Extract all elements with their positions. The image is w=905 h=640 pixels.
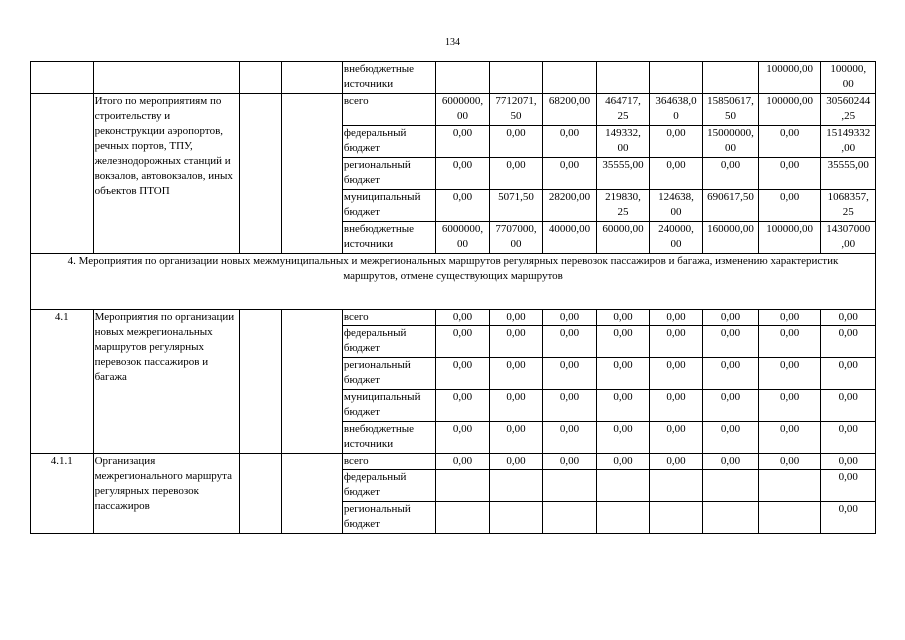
value-cell: 100000, 00 xyxy=(821,62,876,94)
value-cell xyxy=(649,502,703,534)
value-cell: 149332, 00 xyxy=(597,126,649,158)
value-cell xyxy=(435,62,490,94)
value-cell: 100000,00 xyxy=(758,94,821,126)
value-cell: 0,00 xyxy=(703,390,759,422)
value-cell xyxy=(490,502,542,534)
empty-cell xyxy=(239,62,281,94)
value-cell: 0,00 xyxy=(821,454,876,470)
value-cell: 0,00 xyxy=(490,158,542,190)
value-cell: 6000000, 00 xyxy=(435,222,490,254)
value-cell: 160000,00 xyxy=(703,222,759,254)
source-cell: внебюджетные источники xyxy=(342,62,435,94)
value-cell: 0,00 xyxy=(649,326,703,358)
source-cell: всего xyxy=(342,310,435,326)
table-row xyxy=(31,94,876,126)
empty-cell xyxy=(282,310,343,454)
value-cell: 0,00 xyxy=(821,470,876,502)
value-cell: 0,00 xyxy=(542,126,597,158)
source-cell: внебюджетные источники xyxy=(342,422,435,454)
value-cell: 0,00 xyxy=(490,454,542,470)
value-cell xyxy=(597,502,649,534)
value-cell: 0,00 xyxy=(821,358,876,390)
value-cell: 0,00 xyxy=(597,390,649,422)
empty-cell xyxy=(282,454,343,534)
value-cell: 35555,00 xyxy=(597,158,649,190)
value-cell: 0,00 xyxy=(435,390,490,422)
table-row xyxy=(31,454,876,470)
value-cell xyxy=(649,470,703,502)
value-cell: 0,00 xyxy=(758,454,821,470)
code-cell xyxy=(31,62,94,94)
value-cell xyxy=(703,502,759,534)
value-cell: 15850617, 50 xyxy=(703,94,759,126)
value-cell: 0,00 xyxy=(758,126,821,158)
value-cell: 0,00 xyxy=(703,158,759,190)
source-cell: муниципальный бюджет xyxy=(342,190,435,222)
value-cell: 100000,00 xyxy=(758,62,821,94)
value-cell xyxy=(597,62,649,94)
source-cell: региональный бюджет xyxy=(342,158,435,190)
value-cell: 14307000 ,00 xyxy=(821,222,876,254)
source-cell: внебюджетные источники xyxy=(342,222,435,254)
value-cell: 0,00 xyxy=(758,158,821,190)
value-cell xyxy=(490,470,542,502)
code-cell: 4.1 xyxy=(31,310,94,454)
value-cell: 0,00 xyxy=(542,422,597,454)
value-cell xyxy=(435,470,490,502)
value-cell: 0,00 xyxy=(435,454,490,470)
value-cell: 0,00 xyxy=(758,358,821,390)
value-cell: 0,00 xyxy=(435,422,490,454)
value-cell: 0,00 xyxy=(490,358,542,390)
value-cell xyxy=(703,470,759,502)
value-cell: 0,00 xyxy=(597,454,649,470)
value-cell: 0,00 xyxy=(435,310,490,326)
value-cell: 0,00 xyxy=(542,454,597,470)
value-cell xyxy=(490,62,542,94)
value-cell: 0,00 xyxy=(542,358,597,390)
value-cell: 0,00 xyxy=(597,422,649,454)
value-cell: 0,00 xyxy=(542,310,597,326)
value-cell: 0,00 xyxy=(821,390,876,422)
value-cell: 15149332 ,00 xyxy=(821,126,876,158)
value-cell: 0,00 xyxy=(490,422,542,454)
value-cell: 0,00 xyxy=(758,310,821,326)
value-cell: 0,00 xyxy=(490,326,542,358)
value-cell: 124638, 00 xyxy=(649,190,703,222)
value-cell: 0,00 xyxy=(542,326,597,358)
value-cell xyxy=(597,470,649,502)
table-row xyxy=(31,62,876,94)
value-cell: 0,00 xyxy=(703,310,759,326)
value-cell: 0,00 xyxy=(490,126,542,158)
section-title: 4. Мероприятия по организации новых межмуниципальных и межрегиональных маршрутов регулярных перевозок пассажиров и багажа, изменению характеристик маршрутов, отмене существующих маршрутов xyxy=(31,254,876,310)
value-cell: 364638,0 0 xyxy=(649,94,703,126)
source-cell: федеральный бюджет xyxy=(342,470,435,502)
value-cell: 0,00 xyxy=(435,358,490,390)
value-cell: 0,00 xyxy=(649,310,703,326)
group-name: Мероприятия по организации новых межрегиональных маршрутов регулярных перевозок пассажиров и багажа xyxy=(93,310,239,454)
value-cell: 0,00 xyxy=(703,454,759,470)
value-cell: 0,00 xyxy=(649,358,703,390)
group-name: Итого по мероприятиям по строительству и реконструкции аэропортов, речных портов, ТПУ, железнодорожных станций и вокзалов, автовокзалов, иных объектов ПТОП xyxy=(93,94,239,254)
table-row xyxy=(31,254,876,310)
value-cell xyxy=(542,502,597,534)
value-cell: 0,00 xyxy=(435,326,490,358)
value-cell: 1068357, 25 xyxy=(821,190,876,222)
value-cell: 35555,00 xyxy=(821,158,876,190)
value-cell: 7712071, 50 xyxy=(490,94,542,126)
value-cell: 6000000, 00 xyxy=(435,94,490,126)
value-cell: 15000000, 00 xyxy=(703,126,759,158)
budget-table xyxy=(30,61,876,534)
empty-cell xyxy=(239,310,281,454)
source-cell: региональный бюджет xyxy=(342,358,435,390)
value-cell: 0,00 xyxy=(597,326,649,358)
table-row xyxy=(31,310,876,326)
value-cell xyxy=(758,502,821,534)
value-cell: 0,00 xyxy=(597,358,649,390)
value-cell: 0,00 xyxy=(821,310,876,326)
name-cell xyxy=(93,62,239,94)
value-cell: 0,00 xyxy=(703,422,759,454)
value-cell: 7707000, 00 xyxy=(490,222,542,254)
value-cell: 0,00 xyxy=(758,326,821,358)
value-cell: 0,00 xyxy=(435,158,490,190)
value-cell: 464717, 25 xyxy=(597,94,649,126)
value-cell: 0,00 xyxy=(758,422,821,454)
value-cell: 0,00 xyxy=(649,454,703,470)
value-cell: 0,00 xyxy=(435,126,490,158)
value-cell: 60000,00 xyxy=(597,222,649,254)
value-cell: 0,00 xyxy=(649,126,703,158)
source-cell: всего xyxy=(342,454,435,470)
value-cell: 0,00 xyxy=(649,158,703,190)
value-cell xyxy=(542,470,597,502)
empty-cell xyxy=(282,62,343,94)
value-cell xyxy=(703,62,759,94)
value-cell: 0,00 xyxy=(821,422,876,454)
source-cell: всего xyxy=(342,94,435,126)
value-cell: 690617,50 xyxy=(703,190,759,222)
source-cell: федеральный бюджет xyxy=(342,126,435,158)
group-name: Организация межрегионального маршрута регулярных перевозок пассажиров xyxy=(93,454,239,534)
source-cell: муниципальный бюджет xyxy=(342,390,435,422)
value-cell xyxy=(435,502,490,534)
value-cell: 5071,50 xyxy=(490,190,542,222)
source-cell: федеральный бюджет xyxy=(342,326,435,358)
value-cell: 0,00 xyxy=(597,310,649,326)
value-cell: 0,00 xyxy=(703,326,759,358)
value-cell: 28200,00 xyxy=(542,190,597,222)
code-cell xyxy=(31,94,94,254)
page-number: 134 xyxy=(445,37,460,48)
empty-cell xyxy=(282,94,343,254)
value-cell: 100000,00 xyxy=(758,222,821,254)
empty-cell xyxy=(239,454,281,534)
value-cell xyxy=(542,62,597,94)
value-cell: 240000, 00 xyxy=(649,222,703,254)
value-cell: 68200,00 xyxy=(542,94,597,126)
empty-cell xyxy=(239,94,281,254)
value-cell: 219830, 25 xyxy=(597,190,649,222)
value-cell: 0,00 xyxy=(758,390,821,422)
value-cell: 0,00 xyxy=(490,310,542,326)
value-cell: 0,00 xyxy=(821,326,876,358)
value-cell: 0,00 xyxy=(821,502,876,534)
value-cell: 0,00 xyxy=(703,358,759,390)
value-cell: 0,00 xyxy=(542,390,597,422)
value-cell: 0,00 xyxy=(649,390,703,422)
code-cell: 4.1.1 xyxy=(31,454,94,534)
value-cell: 0,00 xyxy=(758,190,821,222)
value-cell: 0,00 xyxy=(649,422,703,454)
value-cell: 40000,00 xyxy=(542,222,597,254)
value-cell xyxy=(758,470,821,502)
value-cell: 0,00 xyxy=(542,158,597,190)
source-cell: региональный бюджет xyxy=(342,502,435,534)
value-cell xyxy=(649,62,703,94)
value-cell: 0,00 xyxy=(490,390,542,422)
value-cell: 30560244 ,25 xyxy=(821,94,876,126)
value-cell: 0,00 xyxy=(435,190,490,222)
